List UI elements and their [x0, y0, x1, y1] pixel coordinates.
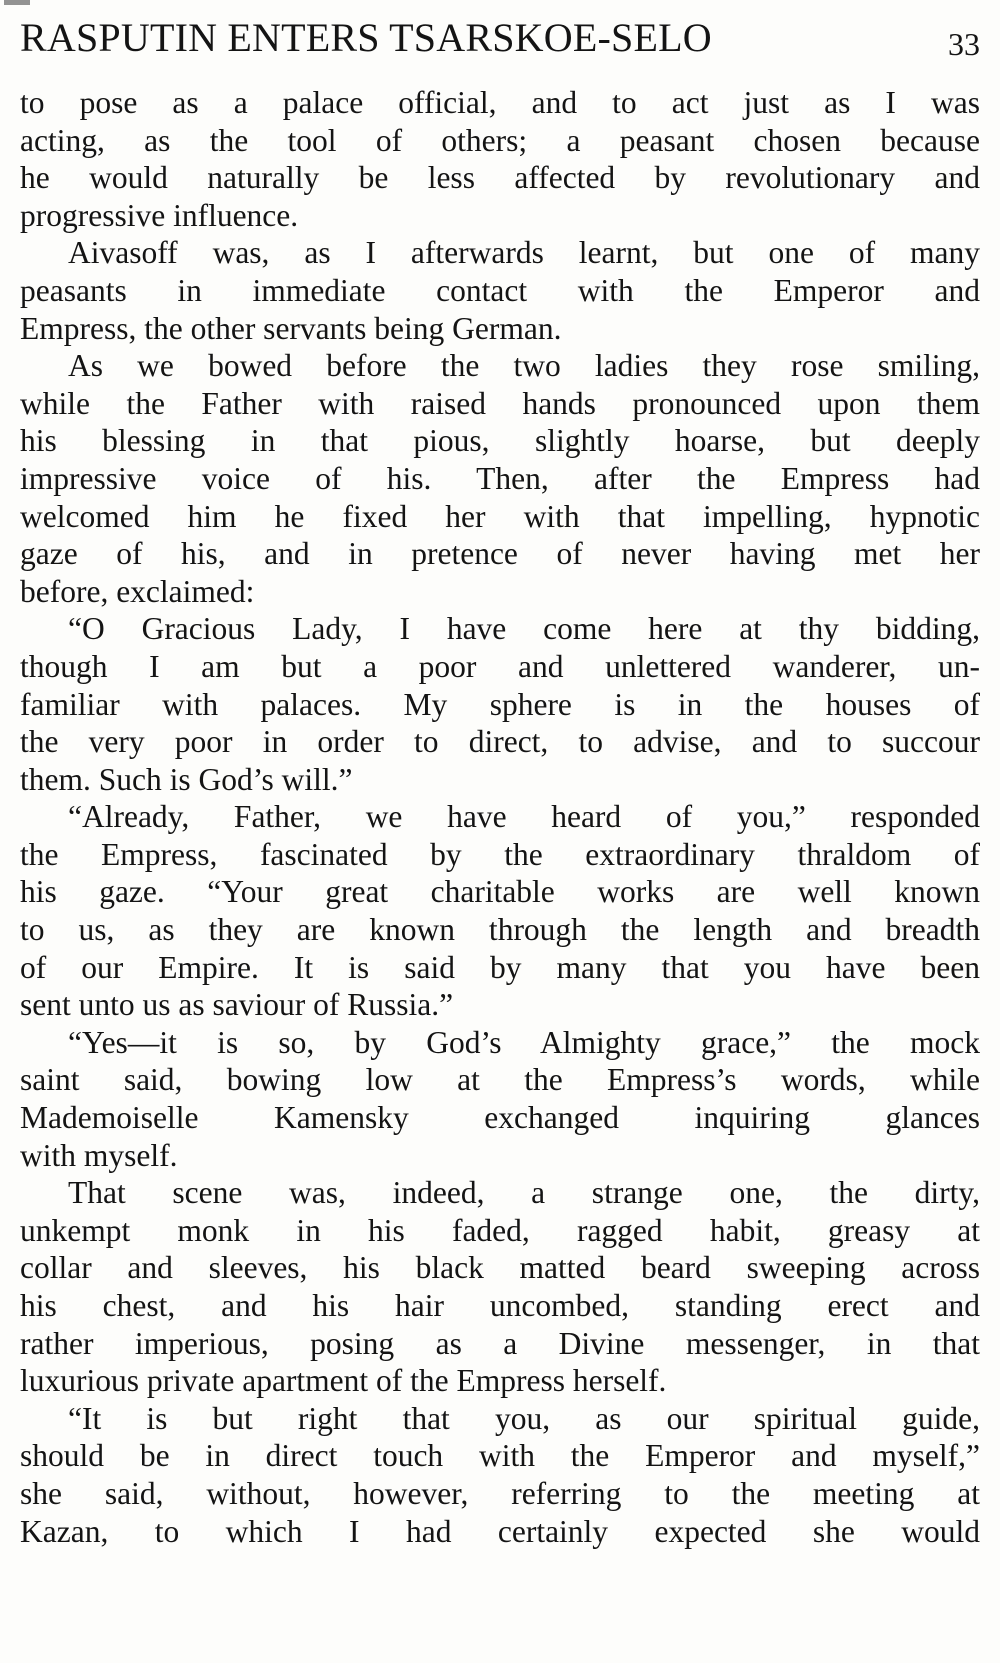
page-header: [20, 8, 980, 68]
text-line: the Empress, fascinated by the extraordinary thraldom of: [20, 836, 980, 872]
text-line: his chest, and his hair uncombed, standing erect and: [20, 1288, 980, 1323]
page-number: 33: [948, 26, 980, 62]
body-text: [20, 84, 980, 1550]
text-line: with myself.: [20, 1137, 178, 1173]
text-line: while the Father with raised hands pronounced upon them: [20, 385, 980, 421]
text-line: sent unto us as saviour of Russia.”: [20, 987, 454, 1023]
text-line: Empress, the other servants being German.: [20, 310, 562, 346]
text-line: “Already, Father, we have heard of you,” responded: [68, 799, 980, 835]
text-line: progressive influence.: [20, 197, 299, 233]
text-line: she said, without, however, referring to the meeting at: [20, 1475, 980, 1511]
text-line: acting, as the tool of others; a peasant chosen because: [20, 122, 980, 158]
text-line: That scene was, indeed, a strange one, the dirty,: [68, 1175, 980, 1211]
text-line: impressive voice of his. Then, after the Empress had: [20, 460, 980, 496]
text-line: familiar with palaces. My sphere is in the houses of: [20, 686, 980, 722]
text-line: of our Empire. It is said by many that you have been: [20, 949, 980, 985]
text-line: peasants in immediate contact with the Emperor and: [20, 272, 980, 308]
text-line: should be in direct touch with the Emperor and myself,”: [20, 1438, 980, 1474]
text-line: unkempt monk in his faded, ragged habit, greasy at: [20, 1212, 980, 1248]
text-line: he would naturally be less affected by revolutionary and: [20, 160, 980, 196]
text-line: As we bowed before the two ladies they rose smiling,: [68, 348, 980, 384]
text-line: his gaze. “Your great charitable works are well known: [20, 874, 980, 910]
text-line: welcomed him he fixed her with that impelling, hypnotic: [20, 498, 980, 534]
text-line: collar and sleeves, his black matted beard sweeping across: [20, 1250, 980, 1286]
text-line: Aivasoff was, as I afterwards learnt, but one of many: [68, 235, 980, 271]
text-line: them. Such is God’s will.”: [20, 761, 353, 797]
text-line: “Yes—it is so, by God’s Almighty grace,” the mock: [68, 1024, 980, 1060]
text-line: though I am but a poor and unlettered wanderer, un-: [20, 648, 980, 684]
text-line: Mademoiselle Kamensky exchanged inquiring glances: [20, 1100, 980, 1136]
text-line: “It is but right that you, as our spiritual guide,: [68, 1400, 980, 1436]
text-line: Kazan, to which I had certainly expected she would: [20, 1513, 980, 1549]
text-line: luxurious private apartment of the Empress herself.: [20, 1363, 667, 1399]
text-line: saint said, bowing low at the Empress’s words, while: [20, 1062, 980, 1098]
print-speck: [4, 0, 30, 5]
text-line: to pose as a palace official, and to act just as I was: [20, 85, 980, 120]
running-title: RASPUTIN ENTERS TSARSKOE-SELO: [20, 15, 712, 60]
text-line: gaze of his, and in pretence of never having met her: [20, 536, 980, 572]
text-line: his blessing in that pious, slightly hoarse, but deeply: [20, 423, 980, 459]
text-line: the very poor in order to direct, to advise, and to succour: [20, 724, 980, 760]
text-line: to us, as they are known through the length and breadth: [20, 912, 980, 948]
text-line: before, exclaimed:: [20, 573, 255, 609]
text-line: rather imperious, posing as a Divine messenger, in that: [20, 1325, 980, 1361]
text-line: “O Gracious Lady, I have come here at thy bidding,: [68, 611, 980, 647]
